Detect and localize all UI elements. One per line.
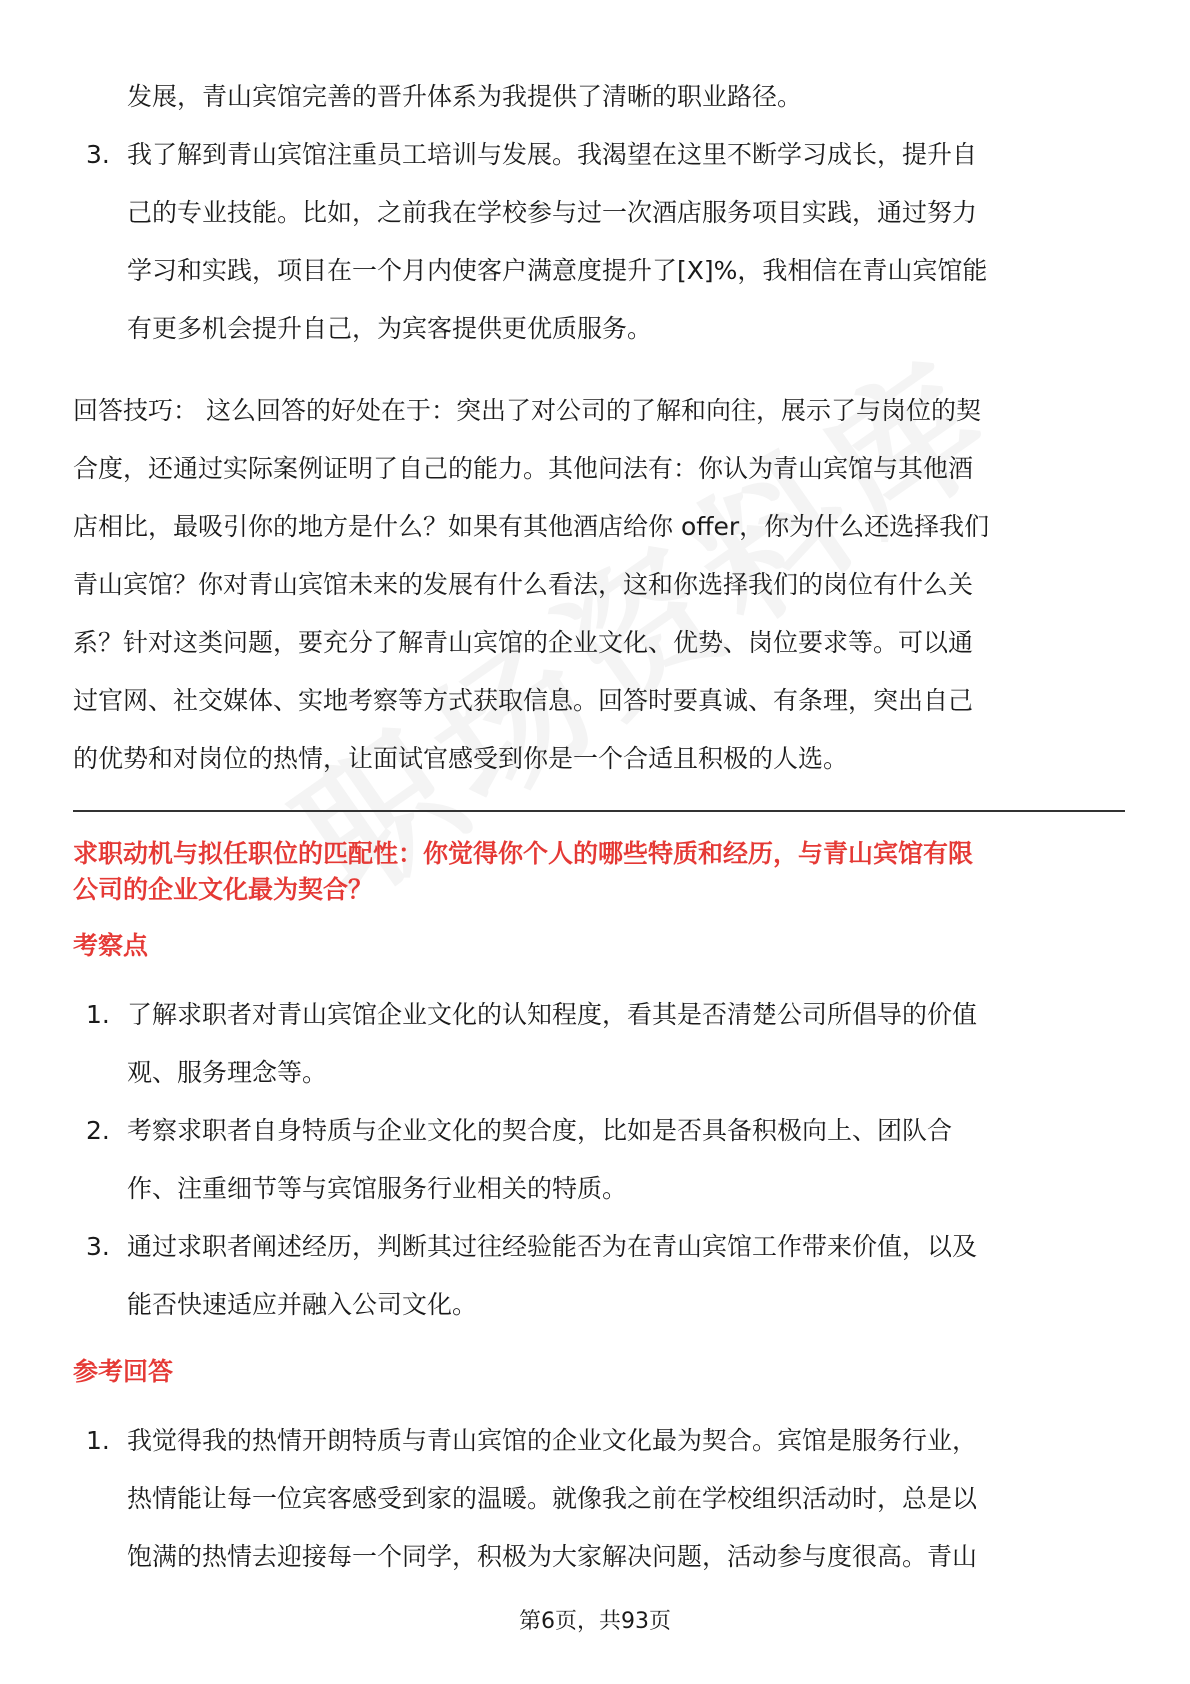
list-item-line [73,1412,1125,1470]
list-item-line [73,1102,1125,1160]
list-number: 3. [86,140,110,169]
reference-answer-list [73,1412,1125,1586]
list-item-text: 我觉得我的热情开朗特质与青山宾馆的企业文化最为契合。宾馆是服务行业， [127,1426,978,1455]
question-line: 公司的企业文化最为契合？ [73,875,374,904]
list-item-line [73,986,1125,1044]
answer-tips-paragraph [73,382,1125,788]
list-item-text: 作、注重细节等与宾馆服务行业相关的特质。 [127,1174,628,1203]
list-item-text: 己的专业技能。比如，之前我在学校参与过一次酒店服务项目实践，通过努力 [127,198,978,227]
list-item-text: 我了解到青山宾馆注重员工培训与发展。我渴望在这里不断学习成长，提升自 [127,140,978,169]
list-item [73,986,1125,1102]
list-number: 1. [86,1426,110,1455]
paragraph-line: 青山宾馆？你对青山宾馆未来的发展有什么看法，这和你选择我们的岗位有什么关 [73,570,974,599]
page-footer: 第6页，共93页 [519,1609,671,1634]
list-item [73,1218,1125,1334]
exam-points-list [73,986,1125,1334]
list-number: 2. [86,1116,110,1145]
list-item-text: 热情能让每一位宾客感受到家的温暖。就像我之前在学校组织活动时，总是以 [127,1484,978,1513]
list-item-text: 能否快速适应并融入公司文化。 [127,1290,478,1319]
paragraph-line: 系？针对这类问题，要充分了解青山宾馆的企业文化、优势、岗位要求等。可以通 [73,628,974,657]
list-item-text: 饱满的热情去迎接每一个同学，积极为大家解决问题，活动参与度很高。青山 [127,1542,978,1571]
question-line: 求职动机与拟任职位的匹配性：你觉得你个人的哪些特质和经历，与青山宾馆有限 [73,839,974,868]
reference-answer-heading: 参考回答 [73,1357,174,1386]
list-item-line [73,126,1125,184]
question-heading [73,836,1125,908]
list-item-text: 观、服务理念等。 [127,1058,328,1087]
list-item-text: 学习和实践，项目在一个月内使客户满意度提升了[X]%，我相信在青山宾馆能 [127,256,988,285]
list-number: 1. [86,1000,110,1029]
list-item-text: 通过求职者阐述经历，判断其过往经验能否为在青山宾馆工作带来价值，以及 [127,1232,978,1261]
page-content [73,68,1125,1586]
section-divider [73,810,1125,812]
paragraph-line: 店相比，最吸引你的地方是什么？如果有其他酒店给你 offer，你为什么还选择我们 [73,512,990,541]
continuation-line: 发展，青山宾馆完善的晋升体系为我提供了清晰的职业路径。 [127,82,803,111]
paragraph-line: 合度，还通过实际案例证明了自己的能力。其他问法有：你认为青山宾馆与其他酒 [73,454,974,483]
list-item-line [73,1218,1125,1276]
paragraph-line: 的优势和对岗位的热情，让面试官感受到你是一个合适且积极的人选。 [73,744,849,773]
exam-points-heading: 考察点 [73,931,149,960]
list-item [73,1412,1125,1586]
list-item-text: 考察求职者自身特质与企业文化的契合度，比如是否具备积极向上、团队合 [127,1116,953,1145]
list-item-3 [73,126,1125,358]
paragraph-line: 回答技巧： 这么回答的好处在于：突出了对公司的了解和向往，展示了与岗位的契 [73,396,981,425]
list-item [73,1102,1125,1218]
list-item-text: 有更多机会提升自己，为宾客提供更优质服务。 [127,314,653,343]
list-item-text: 了解求职者对青山宾馆企业文化的认知程度，看其是否清楚公司所倡导的价值 [127,1000,978,1029]
list-number: 3. [86,1232,110,1261]
paragraph-line: 过官网、社交媒体、实地考察等方式获取信息。回答时要真诚、有条理，突出自己 [73,686,974,715]
